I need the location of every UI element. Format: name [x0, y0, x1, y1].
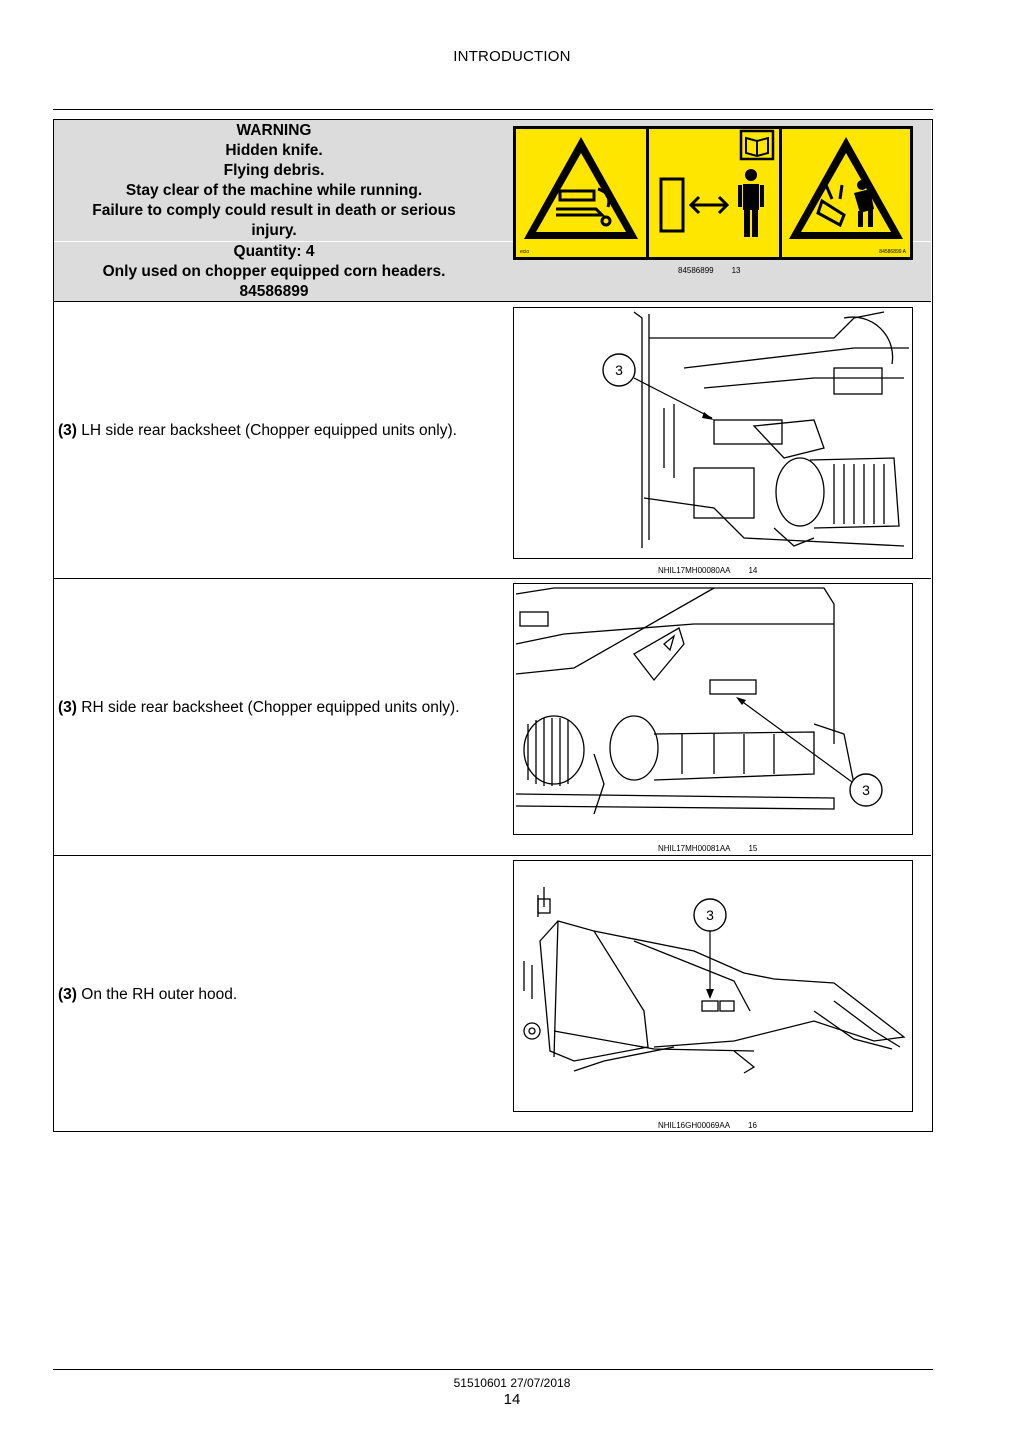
- callout-3-marker: [694, 899, 726, 999]
- decal-panel-knife: [516, 129, 649, 257]
- figure-caption: [658, 1121, 757, 1130]
- svg-text:3: 3: [862, 782, 870, 798]
- callout-3-marker: [603, 354, 714, 420]
- location-description: [58, 985, 478, 1005]
- rh-backsheet-figure: [513, 583, 913, 835]
- decal-right-mark: 84586899 A: [879, 249, 906, 255]
- part-number: 84586899: [239, 283, 309, 300]
- figure-caption: [658, 844, 757, 853]
- machine-icon: [661, 179, 683, 231]
- decal-panel-debris: [782, 129, 910, 257]
- lh-backsheet-figure: [513, 307, 913, 559]
- location-text: On the RH outer hood.: [81, 986, 238, 1003]
- warning-quantity-block: [54, 242, 494, 302]
- warning-row: [54, 120, 931, 302]
- warning-decal: [513, 126, 913, 260]
- decal-panel-distance: [649, 129, 782, 257]
- page-number: 14: [503, 1391, 521, 1408]
- person-icon: [738, 169, 764, 237]
- warning-title: WARNING: [236, 122, 312, 139]
- warning-line: Stay clear of the machine while running.: [125, 182, 423, 199]
- footer-rule: [53, 1369, 933, 1370]
- decal-footer: [516, 247, 910, 257]
- figure-code: NHIL17MH00080AA: [658, 566, 731, 575]
- decal-location-row: [54, 579, 931, 856]
- warning-line: Hidden knife.: [225, 142, 323, 159]
- warning-message: [54, 121, 494, 241]
- safety-decal-table: [53, 119, 933, 1132]
- figure-caption: [678, 266, 741, 275]
- figure-number: 14: [748, 566, 758, 575]
- usage-note: Only used on chopper equipped corn headers.: [102, 263, 446, 280]
- decal-left-mark: ecio: [520, 249, 530, 255]
- warning-line: injury.: [251, 222, 297, 239]
- page-header: INTRODUCTION: [453, 48, 571, 65]
- decal-location-row: [54, 856, 931, 1131]
- callout-3-marker: [736, 697, 882, 806]
- svg-text:3: 3: [615, 362, 623, 378]
- distance-arrow-icon: [691, 197, 727, 213]
- decal-code: 84586899: [678, 266, 714, 275]
- warning-line: Flying debris.: [223, 162, 325, 179]
- document-reference: 51510601 27/07/2018: [453, 1376, 571, 1390]
- callout-reference: (3): [58, 986, 77, 1003]
- figure-code: NHIL17MH00081AA: [658, 844, 731, 853]
- figure-number: 16: [748, 1121, 757, 1130]
- callout-reference: (3): [58, 699, 77, 716]
- decal-location-row: [54, 302, 931, 579]
- location-description: [58, 698, 478, 718]
- rh-outer-hood-figure: [513, 860, 913, 1112]
- figure-caption: [658, 566, 757, 575]
- header-rule: [53, 109, 933, 110]
- callout-reference: (3): [58, 422, 77, 439]
- figure-number: 15: [748, 844, 758, 853]
- figure-code: NHIL16GH00069AA: [658, 1121, 731, 1130]
- quantity-label: Quantity: 4: [233, 243, 315, 260]
- location-description: [58, 421, 478, 441]
- location-text: LH side rear backsheet (Chopper equipped units only).: [81, 422, 457, 439]
- warning-line: Failure to comply could result in death or serious: [92, 202, 456, 219]
- svg-text:3: 3: [706, 907, 714, 923]
- location-text: RH side rear backsheet (Chopper equipped units only).: [81, 699, 460, 716]
- figure-number: 13: [731, 266, 741, 275]
